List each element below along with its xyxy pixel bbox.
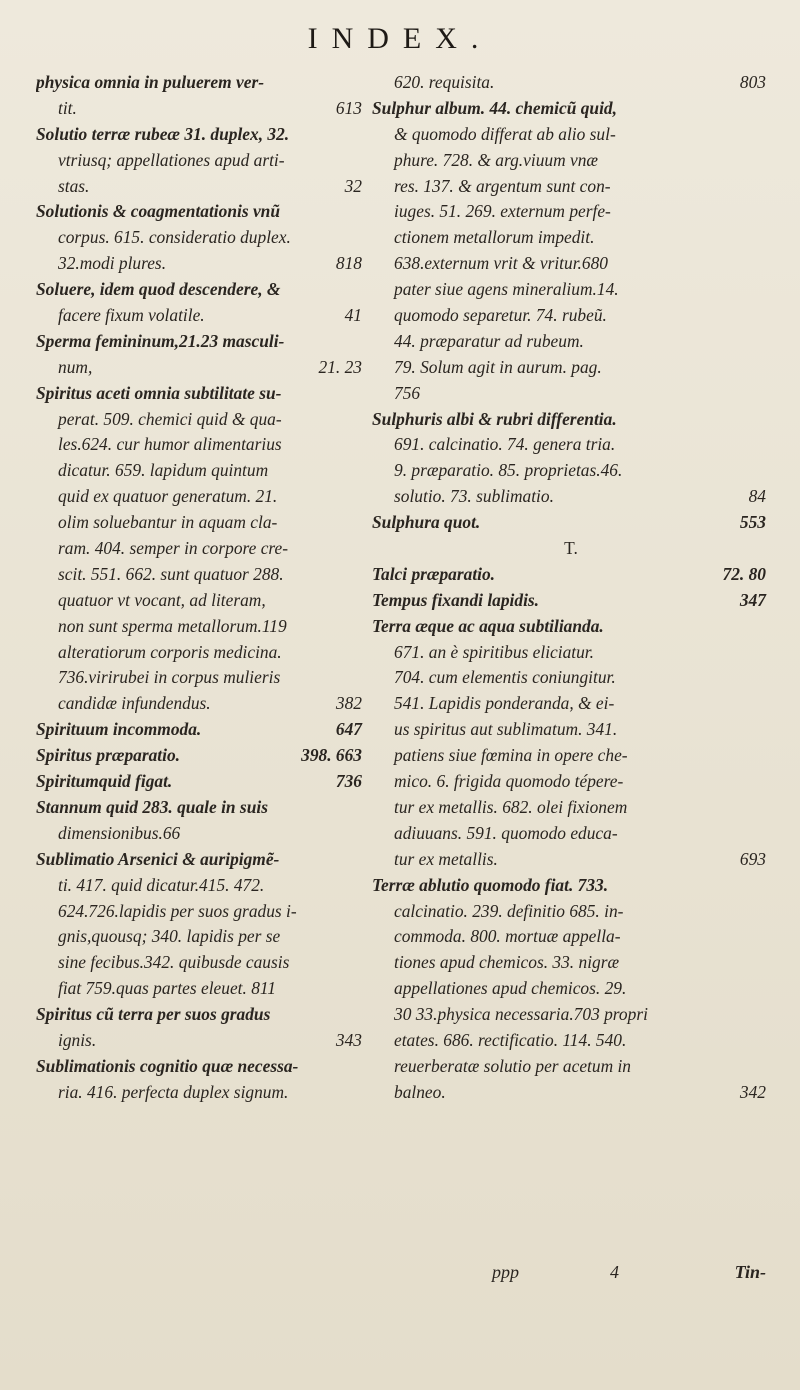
page-reference: 21. 23 [318, 356, 362, 377]
index-line [36, 691, 366, 717]
index-entry-text: stas. [58, 175, 90, 196]
index-line [372, 691, 770, 717]
index-entry-text: Terræ ablutio quomodo fiat. 733. [372, 874, 609, 895]
index-entry-text: 32.modi plures. [58, 253, 167, 274]
index-entry-text: quid ex quatuor generatum. 21. [58, 486, 278, 507]
index-line [372, 355, 770, 381]
index-line [372, 148, 770, 174]
page-reference: 41 [344, 305, 362, 326]
index-line [36, 614, 366, 640]
index-line [36, 899, 366, 925]
index-line [372, 484, 770, 510]
index-line [36, 1080, 366, 1106]
index-line [36, 251, 366, 277]
page-reference: 553 [739, 512, 766, 533]
index-line [372, 562, 770, 588]
index-entry-text: Sulphura quot. [372, 512, 481, 533]
index-line [36, 588, 366, 614]
index-entry-text: ria. 416. perfecta duplex signum. [58, 1081, 289, 1102]
page-reference: 72. 80 [722, 563, 766, 584]
index-entry-text: 541. Lapidis ponderanda, & ei- [394, 693, 615, 714]
index-line [372, 743, 770, 769]
index-entry-text: T. [564, 538, 578, 559]
index-entry-text: 736.virirubei in corpus mulieris [58, 667, 281, 688]
index-entry-text: Spiritus cũ terra per suos gradus [36, 1004, 271, 1025]
index-line [372, 1054, 770, 1080]
index-entry-text: gnis,quousq; 340. lapidis per se [58, 926, 281, 947]
index-entry-text: 9. præparatio. 85. proprietas.46. [394, 460, 623, 481]
page-reference: 647 [335, 719, 362, 740]
index-entry-text: scit. 551. 662. sunt quatuor 288. [58, 563, 284, 584]
index-entry-text: physica omnia in puluerem ver- [36, 72, 265, 92]
index-line [372, 976, 770, 1002]
index-entry-text: ram. 404. semper in corpore cre- [58, 538, 289, 559]
page-heading: INDEX. [307, 22, 493, 55]
page-reference: 347 [739, 589, 766, 610]
index-line [372, 458, 770, 484]
right-column [372, 70, 770, 1106]
index-line [36, 381, 366, 407]
index-entry-text: res. 137. & argentum sunt con- [394, 175, 611, 196]
index-entry-text: 624.726.lapidis per suos gradus i- [58, 900, 297, 921]
index-line [372, 96, 770, 122]
index-line [36, 821, 366, 847]
index-entry-text: 704. cum elementis coniungitur. [394, 667, 616, 688]
index-entry-text: us spiritus aut sublimatum. 341. [394, 719, 618, 740]
index-entry-text: tur ex metallis. [394, 848, 498, 869]
index-line [372, 381, 770, 407]
index-entry-text: Sulphuris albi & rubri differentia. [372, 408, 617, 429]
index-entry-text: Spiritumquid figat. [36, 771, 173, 792]
index-line [36, 743, 366, 769]
page-reference: 818 [335, 253, 362, 274]
index-line [372, 432, 770, 458]
index-entry-text: quatuor vt vocant, ad literam, [58, 589, 266, 610]
index-line [372, 950, 770, 976]
index-entry-text: Solutionis & coagmentationis vnũ [36, 201, 281, 222]
index-entry-text: Solutio terræ rubeæ 31. duplex, 32. [36, 123, 290, 144]
index-line [372, 821, 770, 847]
index-entry-text: adiuuans. 591. quomodo educa- [394, 822, 618, 843]
index-line [36, 407, 366, 433]
left-column [36, 70, 366, 1106]
index-entry-text: balneo. [394, 1081, 446, 1102]
index-entry-text: reuerberatæ solutio per acetum in [394, 1055, 631, 1076]
index-line [36, 976, 366, 1002]
index-line [372, 70, 770, 96]
index-line [36, 924, 366, 950]
index-entry-text: patiens siue fœmina in opere che- [394, 745, 628, 766]
index-line [372, 510, 770, 536]
page-reference: 32 [344, 175, 362, 196]
index-line [372, 640, 770, 666]
index-line [372, 873, 770, 899]
index-entry-text: & quomodo differat ab alio sul- [394, 123, 616, 144]
index-line [36, 174, 366, 200]
index-line [36, 70, 366, 96]
index-entry-text: ignis. [58, 1029, 97, 1050]
index-line [36, 148, 366, 174]
index-line [36, 665, 366, 691]
index-line [36, 199, 366, 225]
page-reference: 613 [335, 97, 362, 118]
index-line [36, 458, 366, 484]
index-entry-text: sine fecibus.342. quibusde causis [58, 952, 290, 973]
index-entry-text: 671. an è spiritibus eliciatur. [394, 641, 594, 662]
index-line [372, 329, 770, 355]
index-entry-text: solutio. 73. sublimatio. [394, 486, 554, 507]
page-reference: 693 [739, 848, 766, 869]
index-entry-text: facere fixum volatile. [58, 305, 205, 326]
index-line [36, 484, 366, 510]
index-entry-text: num, [58, 356, 93, 377]
index-entry-text: dicatur. 659. lapidum quintum [58, 460, 269, 481]
index-entry-text: vtriusq; appellationes apud arti- [58, 149, 285, 170]
index-line [36, 717, 366, 743]
index-line [36, 873, 366, 899]
index-line [372, 251, 770, 277]
index-line [36, 950, 366, 976]
index-line [36, 432, 366, 458]
index-entry-text: commoda. 800. mortuæ appella- [394, 926, 621, 947]
index-line [36, 510, 366, 536]
index-entry-text: Stannum quid 283. quale in suis [36, 796, 268, 817]
index-line [372, 122, 770, 148]
index-line [372, 614, 770, 640]
leaf-number: 4 [610, 1262, 619, 1282]
index-entry-text: perat. 509. chemici quid & qua- [58, 408, 282, 429]
index-entry-text: Spiritus aceti omnia subtilitate su- [36, 382, 282, 403]
index-entry-text: 30 33.physica necessaria.703 propri [394, 1004, 648, 1025]
index-line [36, 225, 366, 251]
index-entry-text: etates. 686. rectificatio. 114. 540. [394, 1029, 627, 1050]
index-line [36, 847, 366, 873]
index-entry-text: quomodo separetur. 74. rubeũ. [394, 305, 607, 326]
index-line [36, 277, 366, 303]
index-entry-text: 691. calcinatio. 74. genera tria. [394, 434, 616, 455]
index-line [372, 795, 770, 821]
index-entry-text: 756 [394, 382, 421, 403]
index-line [36, 122, 366, 148]
index-line [372, 924, 770, 950]
index-entry-text: alteratiorum corporis medicina. [58, 641, 282, 662]
index-entry-text: 620. requisita. [394, 72, 495, 92]
index-line [372, 665, 770, 691]
index-line [36, 329, 366, 355]
index-line [372, 899, 770, 925]
index-entry-text: Talci præparatio. [372, 563, 496, 584]
index-line [372, 847, 770, 873]
index-entry-text: tiones apud chemicos. 33. nigræ [394, 952, 620, 973]
index-line [372, 1028, 770, 1054]
index-entry-text: Spirituum incommoda. [36, 719, 202, 740]
index-line [36, 96, 366, 122]
index-entry-text: corpus. 615. consideratio duplex. [58, 227, 291, 248]
index-line [372, 199, 770, 225]
index-entry-text: fiat 759.quas partes eleuet. 811 [58, 978, 277, 999]
index-entry-text: iuges. 51. 269. externum perfe- [394, 201, 611, 222]
index-entry-text: tit. [58, 97, 77, 118]
index-entry-text: tur ex metallis. 682. olei fixionem [394, 796, 628, 817]
index-line [372, 588, 770, 614]
index-line [372, 225, 770, 251]
index-line [372, 1002, 770, 1028]
page-reference: 382 [335, 693, 362, 714]
index-line [36, 536, 366, 562]
index-line [36, 769, 366, 795]
index-line [36, 1002, 366, 1028]
index-entry-text: Sulphur album. 44. chemicũ quid, [372, 97, 617, 118]
index-line [372, 769, 770, 795]
index-line [372, 277, 770, 303]
page-reference: 343 [335, 1029, 362, 1050]
index-entry-text: appellationes apud chemicos. 29. [394, 978, 627, 999]
index-line [36, 303, 366, 329]
index-line [36, 1028, 366, 1054]
index-entry-text: Soluere, idem quod descendere, & [36, 279, 281, 300]
index-entry-text: Sublimatio Arsenici & auripigmẽ- [36, 848, 280, 869]
index-entry-text: Tempus fixandi lapidis. [372, 589, 540, 610]
index-line [36, 640, 366, 666]
index-line [372, 1080, 770, 1106]
page-reference: 342 [739, 1081, 766, 1102]
index-line [372, 174, 770, 200]
index-line [36, 795, 366, 821]
catchword: Tin- [734, 1262, 766, 1282]
index-entry-text: calcinatio. 239. definitio 685. in- [394, 900, 624, 921]
index-entry-text: Spiritus præparatio. [36, 745, 180, 766]
index-entry-text: 638.externum vrit & vritur.680 [394, 253, 608, 274]
index-entry-text: 79. Solum agit in aurum. pag. [394, 356, 602, 377]
index-entry-text: pater siue agens mineralium.14. [394, 279, 619, 300]
index-entry-text: olim soluebantur in aquam cla- [58, 512, 278, 533]
page-reference: 398. 663 [301, 745, 362, 766]
page-reference: 803 [739, 72, 766, 92]
index-line [372, 407, 770, 433]
index-entry-text: Terra æque ac aqua subtilianda. [372, 615, 604, 636]
page-reference: 84 [748, 486, 766, 507]
page-reference: 736 [335, 771, 362, 792]
index-line [372, 303, 770, 329]
index-entry-text: mico. 6. frigida quomodo tépere- [394, 771, 624, 792]
index-line [36, 355, 366, 381]
index-entry-text: les.624. cur humor alimentarius [58, 434, 282, 455]
index-entry-text: phure. 728. & arg.viuum vnæ [394, 149, 598, 170]
index-line [36, 1054, 366, 1080]
index-entry-text: 44. præparatur ad rubeum. [394, 330, 584, 351]
index-entry-text: dimensionibus.66 [58, 822, 181, 843]
signature-mark: ppp [492, 1262, 519, 1282]
index-entry-text: candidæ infundendus. [58, 693, 211, 714]
index-entry-text: Sublimationis cognitio quæ necessa- [36, 1055, 299, 1076]
index-entry-text: Sperma femininum,21.23 masculi- [36, 330, 285, 351]
index-entry-text: ti. 417. quid dicatur.415. 472. [58, 874, 265, 895]
index-entry-text: ctionem metallorum impedit. [394, 227, 595, 248]
index-line [36, 562, 366, 588]
index-line [372, 717, 770, 743]
index-entry-text: non sunt sperma metallorum.119 [58, 615, 287, 636]
section-letter [372, 536, 770, 562]
